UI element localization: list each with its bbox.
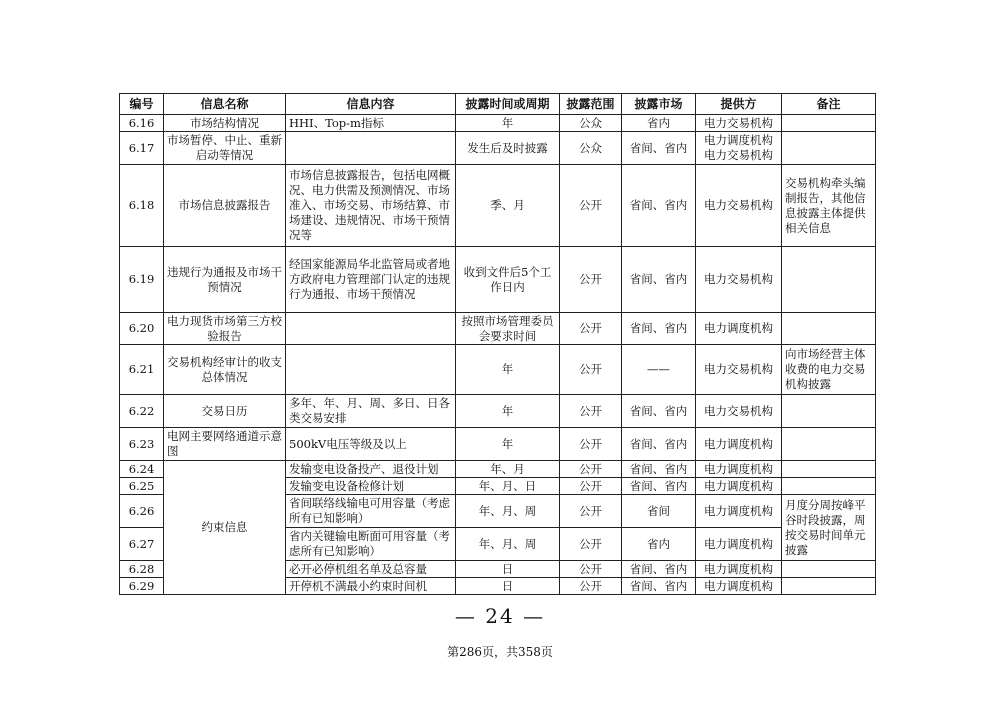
cell-name: 违规行为通报及市场干预情况 [164,247,286,313]
cell-content: 开停机不满最小约束时间机 [286,578,456,595]
page-footer: 第286页，共358页 [447,645,553,659]
cell-market: 省内 [622,528,696,561]
cell-period: 年 [456,395,560,428]
table-row [120,345,876,395]
cell-period: 年、月、日 [456,478,560,495]
cell-market: 省间 [622,495,696,528]
cell-provider: 电力交易机构 [696,165,782,247]
cell-content: 500kV电压等级及以上 [286,428,456,461]
cell-name: 电力现货市场第三方校验报告 [164,313,286,345]
header-name: 信息名称 [164,94,286,115]
cell-no: 6.27 [120,528,164,561]
table-row [120,132,876,165]
cell-period: 发生后及时披露 [456,132,560,165]
cell-provider: 电力调度机构 [696,313,782,345]
header-no: 编号 [120,94,164,115]
cell-scope: 公开 [560,495,622,528]
cell-note [782,478,876,495]
cell-note-merged: 月度分周按峰平谷时段披露，周按交易时间单元披露 [782,495,876,561]
cell-period: 季、月 [456,165,560,247]
cell-note [782,561,876,578]
cell-no: 6.16 [120,115,164,132]
cell-scope: 公开 [560,461,622,478]
cell-market: 省间、省内 [622,428,696,461]
cell-content [286,313,456,345]
header-provider: 提供方 [696,94,782,115]
cell-name-merged: 约束信息 [164,461,286,595]
cell-provider: 电力交易机构 [696,395,782,428]
cell-no: 6.29 [120,578,164,595]
cell-content: 多年、年、月、周、多日、日各类交易安排 [286,395,456,428]
cell-note [782,395,876,428]
cell-provider: 电力交易机构 [696,247,782,313]
cell-scope: 公开 [560,478,622,495]
cell-scope: 公开 [560,561,622,578]
cell-content: 必开必停机组名单及总容量 [286,561,456,578]
cell-note [782,428,876,461]
cell-period: 年、月、周 [456,528,560,561]
cell-provider: 电力调度机构 [696,528,782,561]
cell-note: 向市场经营主体收费的电力交易机构披露 [782,345,876,395]
cell-no: 6.22 [120,395,164,428]
cell-note [782,578,876,595]
table-row [120,428,876,461]
cell-content: HHI、Top-m指标 [286,115,456,132]
cell-no: 6.23 [120,428,164,461]
cell-provider: 电力交易机构 [696,115,782,132]
cell-no: 6.25 [120,478,164,495]
cell-no: 6.21 [120,345,164,395]
cell-provider: 电力调度机构 [696,578,782,595]
cell-content: 经国家能源局华北监管局或者地方政府电力管理部门认定的违规行为通报、市场干预情况 [286,247,456,313]
cell-provider: 电力调度机构 [696,461,782,478]
cell-no: 6.26 [120,495,164,528]
cell-period: 年 [456,345,560,395]
cell-name: 电网主要网络通道示意图 [164,428,286,461]
cell-scope: 公开 [560,345,622,395]
header-note: 备注 [782,94,876,115]
cell-scope: 公众 [560,132,622,165]
cell-provider: 电力调度机构 [696,495,782,528]
table-row [120,165,876,247]
cell-provider: 电力调度机构 [696,478,782,495]
cell-market: 省间、省内 [622,461,696,478]
cell-market: 省间、省内 [622,132,696,165]
cell-market: 省间、省内 [622,561,696,578]
cell-period: 按照市场管理委员会要求时间 [456,313,560,345]
cell-name: 交易日历 [164,395,286,428]
cell-scope: 公众 [560,115,622,132]
cell-content: 省内关键输电断面可用容量（考虑所有已知影响） [286,528,456,561]
cell-provider: 电力调度机构 [696,561,782,578]
cell-market: 省间、省内 [622,395,696,428]
header-period: 披露时间或周期 [456,94,560,115]
cell-period: 收到文件后5个工作日内 [456,247,560,313]
cell-note [782,115,876,132]
cell-scope: 公开 [560,313,622,345]
page-number: — 24 — [454,604,546,628]
cell-provider: 电力交易机构 [696,345,782,395]
cell-note [782,461,876,478]
cell-market: 省间、省内 [622,165,696,247]
cell-name: 市场信息披露报告 [164,165,286,247]
table-row [120,313,876,345]
cell-period: 年、月、周 [456,495,560,528]
cell-content [286,345,456,395]
cell-note: 交易机构牵头编制报告，其他信息披露主体提供相关信息 [782,165,876,247]
header-scope: 披露范围 [560,94,622,115]
cell-name: 市场结构情况 [164,115,286,132]
cell-content: 省间联络线输电可用容量（考虑所有已知影响） [286,495,456,528]
header-market: 披露市场 [622,94,696,115]
disclosure-table [119,93,876,595]
cell-no: 6.24 [120,461,164,478]
cell-no: 6.19 [120,247,164,313]
cell-content: 市场信息披露报告，包括电网概况、电力供需及预测情况、市场准入、市场交易、市场结算、市场建设、违规情况、市场干预情况等 [286,165,456,247]
header-content: 信息内容 [286,94,456,115]
table-header-row [120,94,876,115]
cell-name: 交易机构经审计的收支总体情况 [164,345,286,395]
cell-market: 省间、省内 [622,247,696,313]
cell-no: 6.17 [120,132,164,165]
cell-market: 省内 [622,115,696,132]
cell-period: 日 [456,578,560,595]
table-row [120,395,876,428]
cell-content: 发输变电设备投产、退役计划 [286,461,456,478]
table-row [120,247,876,313]
cell-market: 省间、省内 [622,478,696,495]
cell-provider: 电力调度机构 电力交易机构 [696,132,782,165]
table-row [120,461,876,478]
cell-content: 发输变电设备检修计划 [286,478,456,495]
cell-period: 年、月 [456,461,560,478]
cell-note [782,313,876,345]
cell-scope: 公开 [560,528,622,561]
cell-market: 省间、省内 [622,313,696,345]
cell-note [782,132,876,165]
cell-period: 年 [456,428,560,461]
cell-no: 6.18 [120,165,164,247]
cell-scope: 公开 [560,428,622,461]
cell-no: 6.20 [120,313,164,345]
cell-scope: 公开 [560,395,622,428]
cell-period: 日 [456,561,560,578]
cell-name: 市场暂停、中止、重新启动等情况 [164,132,286,165]
cell-scope: 公开 [560,578,622,595]
cell-scope: 公开 [560,247,622,313]
cell-no: 6.28 [120,561,164,578]
cell-scope: 公开 [560,165,622,247]
cell-note [782,247,876,313]
cell-market: 省间、省内 [622,578,696,595]
table-row [120,115,876,132]
cell-provider: 电力调度机构 [696,428,782,461]
cell-period: 年 [456,115,560,132]
cell-content [286,132,456,165]
cell-market: —— [622,345,696,395]
